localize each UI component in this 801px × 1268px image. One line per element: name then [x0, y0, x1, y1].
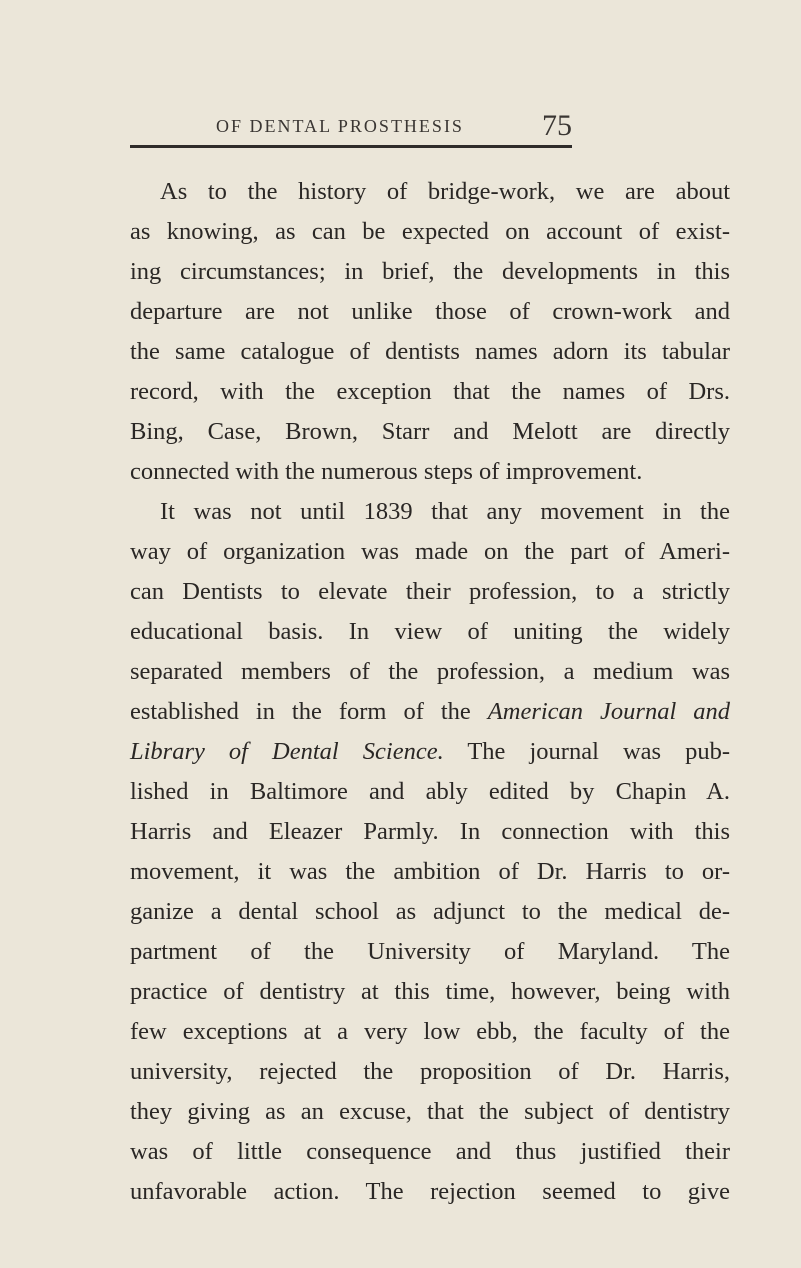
text-line: As to the history of bridge-work, we are about: [160, 178, 730, 205]
journal-title-italic: Library of Dental Science.: [130, 738, 444, 765]
text-line: educational basis. In view of uniting the widely: [130, 618, 730, 645]
text-segment: established in the form of the: [130, 698, 471, 725]
text-line: university, rejected the proposition of Dr. Harris,: [130, 1058, 730, 1085]
text-line: they giving as an excuse, that the subject of dentistry: [130, 1098, 730, 1125]
text-line: partment of the University of Maryland. The: [130, 938, 730, 965]
text-line: unfavorable action. The rejection seemed to give: [130, 1178, 730, 1205]
text-line: was of little consequence and thus justified their: [130, 1138, 730, 1165]
running-title: OF DENTAL PROSTHESIS: [216, 116, 464, 136]
text-line: lished in Baltimore and ably edited by Chapin A.: [130, 778, 730, 805]
text-line: record, with the exception that the names of Drs.: [130, 378, 730, 405]
text-line: [130, 692, 730, 732]
text-line: separated members of the profession, a medium was: [130, 658, 730, 685]
text-line: the same catalogue of dentists names adorn its tabular: [130, 338, 730, 365]
running-head: [130, 108, 572, 144]
text-line: can Dentists to elevate their profession, to a strictly: [130, 578, 730, 605]
text-segment: The journal was pub-: [467, 738, 731, 765]
journal-title-italic: American Journal and: [487, 698, 730, 725]
body-text: [130, 172, 730, 1212]
text-line: ganize a dental school as adjunct to the medical de-: [130, 898, 730, 925]
text-line: as knowing, as can be expected on account of exist-: [130, 218, 730, 245]
text-line: Harris and Eleazer Parmly. In connection with this: [130, 818, 730, 845]
text-line: way of organization was made on the part of Ameri-: [130, 538, 730, 565]
text-line: practice of dentistry at this time, however, being with: [130, 978, 730, 1005]
text-line: [130, 732, 730, 772]
text-line: It was not until 1839 that any movement in the: [160, 498, 730, 525]
page-number: 75: [542, 109, 572, 142]
text-line: connected with the numerous steps of improvement.: [130, 458, 643, 485]
text-line: Bing, Case, Brown, Starr and Melott are directly: [130, 418, 730, 445]
text-line: departure are not unlike those of crown-work and: [130, 298, 730, 325]
text-line: few exceptions at a very low ebb, the faculty of the: [130, 1018, 730, 1045]
text-line: movement, it was the ambition of Dr. Harris to or-: [130, 858, 730, 885]
header-rule: [130, 145, 572, 148]
text-line: ing circumstances; in brief, the developments in this: [130, 258, 730, 285]
